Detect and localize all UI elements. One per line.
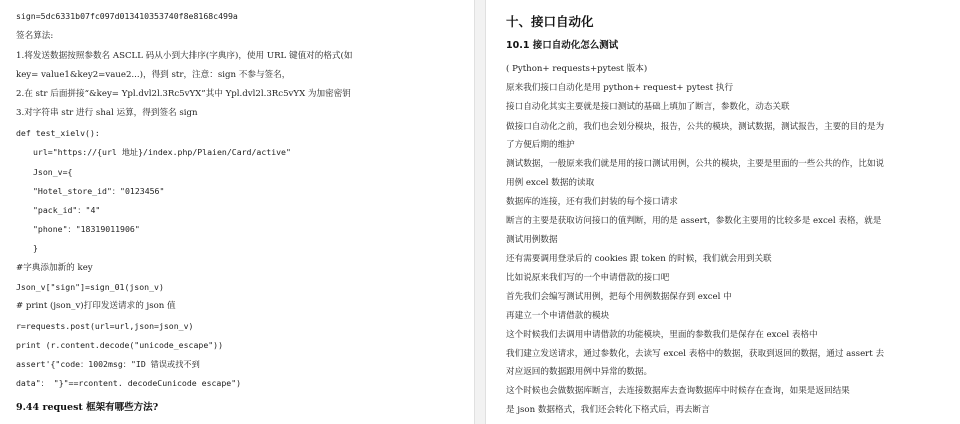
left-document-page: [0, 0, 474, 424]
code-def-line: def test_xielv():: [16, 128, 100, 138]
paragraph-line: 测试数据，一般原来我们就是用的接口测试用例，公共的模块，主要是里面的一些公共的作，比如说: [506, 159, 885, 169]
section-heading-9-44: 9.44 request 框架有哪些方法?: [16, 402, 159, 413]
paragraph-line: 是 json 数据格式，我们还会转化下格式后，再去断言: [506, 405, 710, 415]
paragraph-line: 还有需要调用登录后的 cookies 跟 token 的时候，我们就会用到关联: [506, 254, 772, 264]
paragraph-line: 数据库的连接，还有我们封装的每个接口请求: [506, 197, 678, 207]
paragraph-line: 做接口自动化之前，我们也会划分模块，报告，公共的模块，测试数据，测试报告，主要的目的是为: [506, 122, 885, 132]
code-requests-post-line: r=requests.post(url=url,json=json_v): [16, 321, 194, 331]
code-url-line: url="https://{url 地址}/index.php/Plaien/Card/active": [33, 147, 291, 157]
code-json-close-line: }: [33, 243, 38, 253]
signature-value-line: sign=5dc6331b07fc097d013410353740f8e8168c499a: [16, 11, 238, 21]
code-comment-add-key: #字典添加新的 key: [16, 263, 93, 273]
paragraph-line: 比如说原来我们写的一个申请借款的接口吧: [506, 273, 670, 283]
code-json-open-line: Json_v={: [33, 167, 73, 177]
code-phone-line: "phone"："18319011906": [33, 224, 140, 234]
paragraph-line: 再建立一个申请借款的模块: [506, 311, 610, 321]
paragraph-line: 首先我们会编写测试用例，把每个用例数据保存到 excel 中: [506, 292, 732, 302]
algorithm-step-1-cont: key= value1&key2=vaue2...)，得到 str，注意：sign 不参与签名，: [16, 70, 291, 80]
paragraph-line: 用例 excel 数据的读取: [506, 178, 595, 188]
paragraph-line: 对应返回的数据跟用例中异常的数据。: [506, 367, 653, 377]
paragraph-line: 原来我们接口自动化是用 python+ request+ pytest 执行: [506, 83, 734, 93]
paragraph-line: 了方便后期的维护: [506, 140, 575, 150]
right-document-page: [486, 0, 960, 424]
code-hotel-store-line: "Hotel_store_id"："0123456": [33, 186, 165, 196]
paragraph-line: 这个时候我们去调用申请借款的功能模块，里面的参数我们是保存在 excel 表格中: [506, 330, 818, 340]
paragraph-line: 断言的主要是获取访问接口的值判断，用的是 assert，参数化主要用的比较多是 excel 表格，就是: [506, 216, 882, 226]
signature-algorithm-title: 签名算法:: [16, 31, 54, 41]
algorithm-step-1: 1.将发送数据按照参数名 ASCLL 码从小到大排序(字典序)，使用 URL 键值对的格式(如: [16, 51, 353, 61]
page-gutter: [474, 0, 486, 424]
paragraph-line: 我们建立发送请求，通过参数化，去读写 excel 表格中的数据，获取到返回的数据，通过 assert 去: [506, 349, 885, 359]
code-sign-assign-line: Json_v["sign"]=sign_01(json_v): [16, 282, 164, 292]
algorithm-step-2: 2.在 str 后面拼接“&key= Ypl.dvl2l.3Rc5vYX”其中 Ypl.dvl2l.3Rc5vYX 为加密密钥: [16, 89, 351, 99]
code-pack-id-line: "pack_id"："4": [33, 205, 101, 215]
paragraph-line: 测试用例数据: [506, 235, 558, 245]
paragraph-line: 接口自动化其实主要就是接口测试的基础上填加了断言，参数化，动态关联: [506, 102, 790, 112]
paragraph-line: 这个时候也会做数据库断言，去连接数据库去查询数据库中时候存在查询，如果是返回结果: [506, 386, 850, 396]
paragraph-line: ( Python+ requests+pytest 版本): [506, 64, 648, 74]
section-heading: 10.1 接口自动化怎么测试: [506, 40, 619, 51]
code-assert-cont-line: data"： "}"==rcontent. decodeCunicode escape"): [16, 378, 242, 388]
code-assert-line: assert'{"code：1002msg："ID 错误或找不到: [16, 359, 200, 369]
code-print-decode-line: print (r.content.decode("unicode_escape")): [16, 340, 224, 350]
chapter-heading: 十、接口自动化: [506, 14, 594, 29]
code-comment-print: # print (json_v)打印发送请求的 json 值: [16, 301, 176, 311]
algorithm-step-3: 3.对字符串 str 进行 shal 运算，得到签名 sign: [16, 108, 198, 118]
